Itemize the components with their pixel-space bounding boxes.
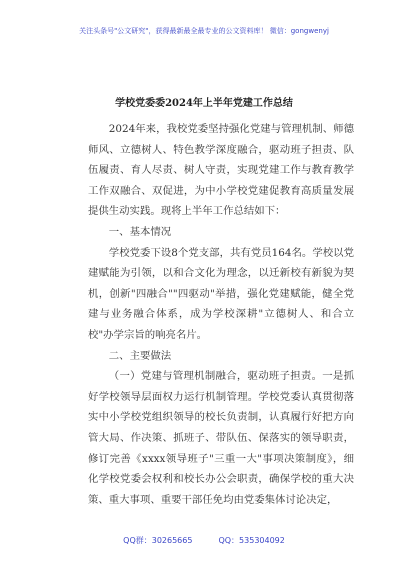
intro-paragraph: 2024年来，我校党委坚持强化党建与管理机制、师德师风、立德树人、特色教学深度融合，驱动班子担责、队伍履责、育人尽责、树人守责，实现党建工作与教育教学工作双融合、双促进，为中小学校党建促教育高质量发展提供生动实践。现将上半年工作总结如下：	[88, 123, 354, 218]
page-title: 学校党委委2024年上半年党建工作总结	[115, 98, 293, 109]
methods-paragraph: （一）党建与管理机制融合，驱动班子担责。一是抓好学校领导层面权力运行机制管理。学校党委认真贯彻落实中小学校党组织领导的校长负责制，认真履行好把方向管大局、作决策、抓班子、带队伍、保落实的领导职责，修订完善《xxxx领导班子"三重一大"事项决策制度》，细化学校党委会权利和校长办公会职责，确保学校的重大决策、重大事项、重要干部任免均由党委集体讨论决定，	[88, 370, 354, 506]
section-heading-basic: 一、基本情况	[108, 225, 172, 238]
qq-group-text: QQ群：30265665	[123, 536, 193, 545]
header-notice: 关注头条号"公文研究"，获得最新最全最专业的公文资料库！ 微信：gongwenyj	[79, 27, 329, 35]
footer-contact	[0, 535, 408, 546]
qq-number-text: QQ：535304092	[218, 536, 285, 545]
document-body	[88, 119, 354, 510]
section-heading-methods: 二、主要做法	[108, 349, 172, 362]
basic-info-paragraph: 学校党委下设8个党支部，共有党员164名。学校以党建赋能为引领，以和合文化为理念，以迁新校有新貌为契机，创新"四融合""四驱动"举措，强化党建赋能，健全党建与业务融合体系，成为学校深耕"立德树人、和合立校"办学宗旨的响亮名片。	[88, 246, 354, 341]
